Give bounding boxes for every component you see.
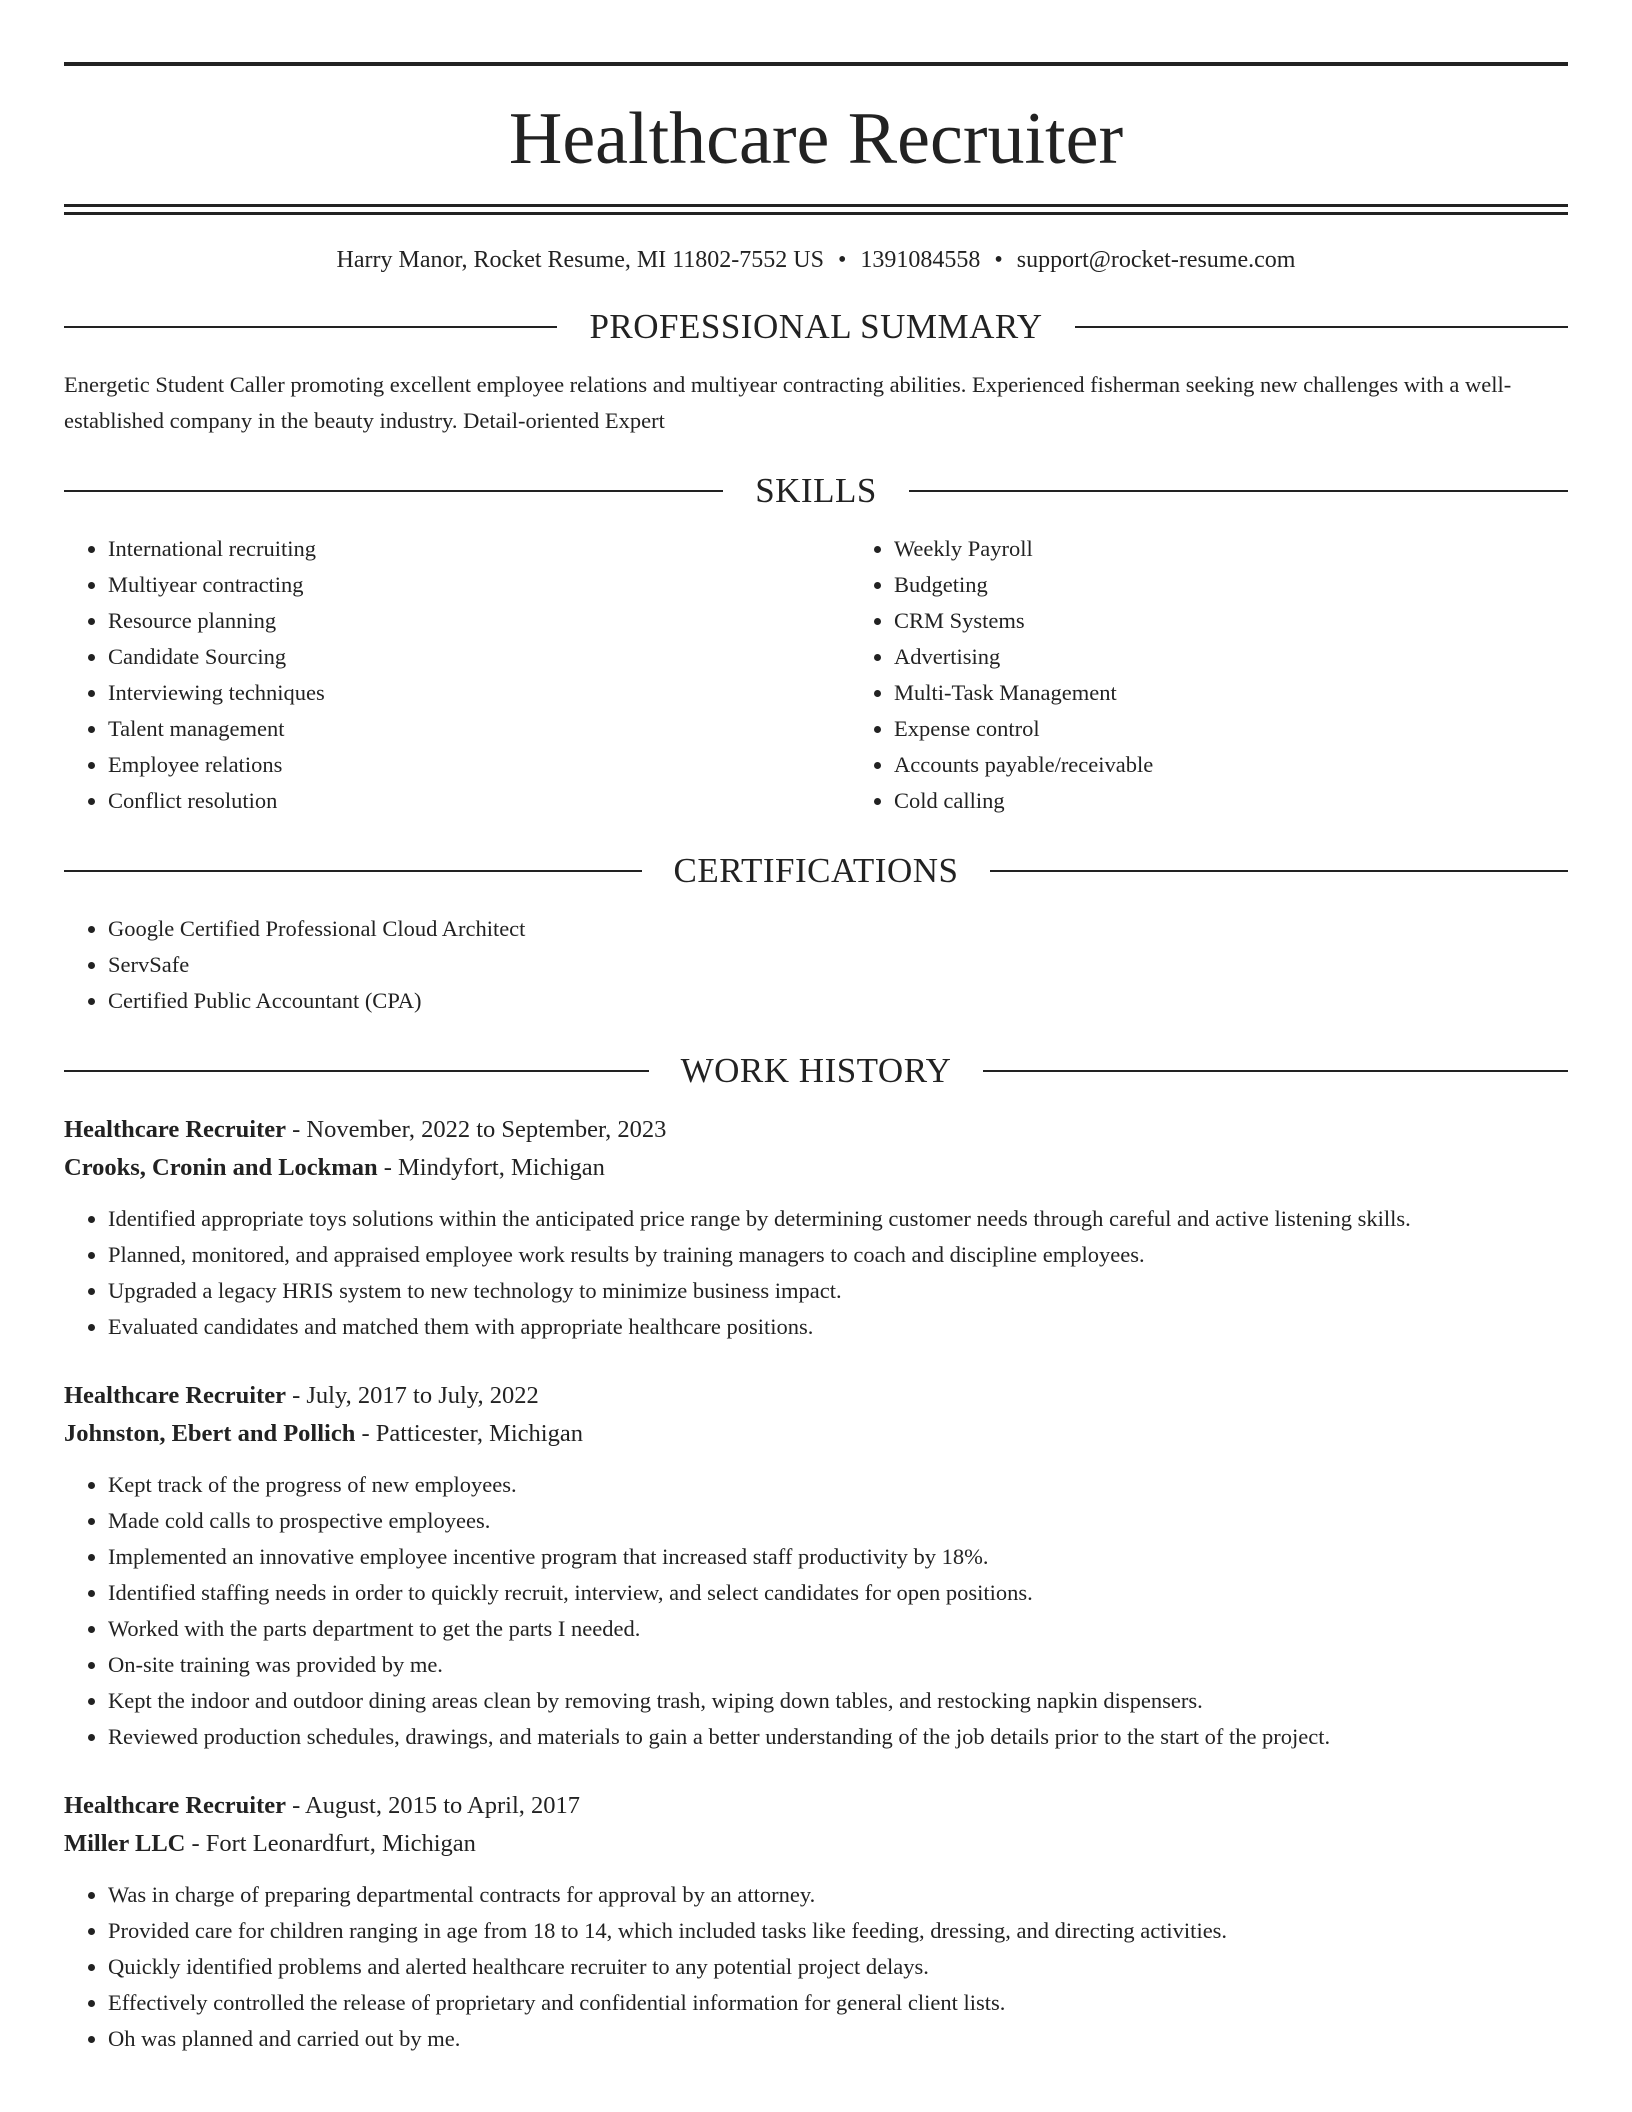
job-bullet: • On-site training was provided by me. — [108, 1647, 1568, 1683]
certification-item: • Google Certified Professional Cloud Architect — [108, 911, 1568, 947]
job-company: Miller LLC — [64, 1830, 186, 1857]
job-bullet: • Kept track of the progress of new employees. — [108, 1467, 1568, 1503]
job-bullet: • Quickly identified problems and alerted healthcare recruiter to any potential project delays. — [108, 1949, 1568, 1985]
job-bullet: • Kept the indoor and outdoor dining areas clean by removing trash, wiping down tables, and restocking napkin dispensers. — [108, 1683, 1568, 1719]
resume-title: Healthcare Recruiter — [508, 98, 1124, 180]
job-company-line — [64, 1415, 1568, 1453]
contact-phone: 1391084558 — [860, 247, 981, 273]
heading-rule-right — [1075, 326, 1568, 328]
job-bullet: • Worked with the parts department to get the parts I needed. — [108, 1611, 1568, 1647]
job-bullet: • Identified staffing needs in order to quickly recruit, interview, and select candidates for open positions. — [108, 1575, 1568, 1611]
skill-item: • CRM Systems — [894, 603, 1632, 639]
skills-heading-label: SKILLS — [755, 471, 877, 510]
summary-section-heading — [64, 305, 1568, 349]
work-heading-label: WORK HISTORY — [680, 1051, 952, 1090]
job-company: Johnston, Ebert and Pollich — [64, 1420, 356, 1447]
heading-rule-left — [64, 870, 642, 872]
job-bullet: • Was in charge of preparing departmental contracts for approval by an attorney. — [108, 1877, 1568, 1913]
work-section-heading — [64, 1049, 1568, 1093]
summary-text: Energetic Student Caller promoting excellent employee relations and multiyear contracting abilities. Experienced fisherman seeking new challenges with a well-established company in the beauty industry. Detail-oriented Expert — [64, 372, 1512, 433]
job-company: Crooks, Cronin and Lockman — [64, 1154, 378, 1181]
certifications-section-heading — [64, 849, 1568, 893]
job-bullet: • Implemented an innovative employee incentive program that increased staff productivity by 18%. — [108, 1539, 1568, 1575]
job-title-line — [64, 1377, 1568, 1415]
job-entry — [64, 1377, 1568, 1755]
title-divider-lower — [64, 212, 1568, 215]
skills-columns — [64, 531, 1568, 819]
job-dates: - August, 2015 to April, 2017 — [285, 1792, 580, 1819]
job-entry — [64, 1111, 1568, 1345]
job-bullets — [64, 1467, 1568, 1755]
heading-rule-left — [64, 490, 723, 492]
contact-separator: • — [837, 247, 847, 273]
contact-email: support@rocket-resume.com — [1016, 247, 1296, 273]
job-bullets — [64, 1201, 1568, 1345]
resume-page — [64, 62, 1568, 2057]
work-history-list — [64, 1111, 1568, 2057]
job-company-line — [64, 1149, 1568, 1187]
job-bullet: • Evaluated candidates and matched them with appropriate healthcare positions. — [108, 1309, 1568, 1345]
certifications-heading-label: CERTIFICATIONS — [673, 851, 959, 890]
job-bullet: • Made cold calls to prospective employees. — [108, 1503, 1568, 1539]
job-bullet: • Reviewed production schedules, drawings, and materials to gain a better understanding of the job details prior to the start of the project. — [108, 1719, 1568, 1755]
certification-item: • Certified Public Accountant (CPA) — [108, 983, 1568, 1019]
contact-line — [64, 245, 1568, 275]
job-bullet: • Upgraded a legacy HRIS system to new technology to minimize business impact. — [108, 1273, 1568, 1309]
certification-item: • ServSafe — [108, 947, 1568, 983]
job-role: Healthcare Recruiter — [64, 1116, 286, 1143]
contact-address: Harry Manor, Rocket Resume, MI 11802-7552 US — [336, 247, 824, 273]
job-dates: - July, 2017 to July, 2022 — [285, 1382, 539, 1409]
skill-item: • Cold calling — [894, 783, 1632, 819]
job-bullet: • Provided care for children ranging in age from 18 to 14, which included tasks like feeding, dressing, and directing activities. — [108, 1913, 1568, 1949]
skills-list-right — [850, 531, 1632, 819]
skill-item: • Candidate Sourcing — [108, 639, 850, 675]
skill-item: • Resource planning — [108, 603, 850, 639]
job-location: - Mindyfort, Michigan — [377, 1154, 605, 1181]
skill-item: • Employee relations — [108, 747, 850, 783]
job-location: - Fort Leonardfurt, Michigan — [185, 1830, 476, 1857]
skills-section-heading — [64, 469, 1568, 513]
job-role: Healthcare Recruiter — [64, 1792, 286, 1819]
job-dates: - November, 2022 to September, 2023 — [285, 1116, 667, 1143]
job-bullet: • Oh was planned and carried out by me. — [108, 2021, 1568, 2057]
summary-heading-label: PROFESSIONAL SUMMARY — [589, 307, 1043, 346]
top-divider — [64, 62, 1568, 66]
job-title-line — [64, 1787, 1568, 1825]
job-role: Healthcare Recruiter — [64, 1382, 286, 1409]
skill-item: • Conflict resolution — [108, 783, 850, 819]
skill-item: • Talent management — [108, 711, 850, 747]
heading-rule-right — [909, 490, 1568, 492]
job-location: - Patticester, Michigan — [355, 1420, 583, 1447]
certifications-list — [64, 911, 1568, 1019]
job-bullet: • Planned, monitored, and appraised employee work results by training managers to coach and discipline employees. — [108, 1237, 1568, 1273]
skill-item: • Accounts payable/receivable — [894, 747, 1632, 783]
skill-item: • Advertising — [894, 639, 1632, 675]
skill-item: • Multi-Task Management — [894, 675, 1632, 711]
skill-item: • Interviewing techniques — [108, 675, 850, 711]
job-title-line — [64, 1111, 1568, 1149]
certifications-block — [64, 911, 1568, 1019]
skill-item: • Weekly Payroll — [894, 531, 1632, 567]
heading-rule-right — [983, 1070, 1568, 1072]
heading-rule-left — [64, 326, 557, 328]
heading-rule-right — [990, 870, 1568, 872]
skill-item: • Budgeting — [894, 567, 1632, 603]
job-entry — [64, 1787, 1568, 2057]
job-bullets — [64, 1877, 1568, 2057]
heading-rule-left — [64, 1070, 649, 1072]
skill-item: • Expense control — [894, 711, 1632, 747]
skill-item: • Multiyear contracting — [108, 567, 850, 603]
skills-list-left — [64, 531, 850, 819]
contact-separator: • — [994, 247, 1003, 273]
job-company-line — [64, 1825, 1568, 1863]
job-bullet: • Effectively controlled the release of proprietary and confidential information for general client lists. — [108, 1985, 1568, 2021]
title-divider-upper — [64, 204, 1568, 207]
job-bullet: • Identified appropriate toys solutions within the anticipated price range by determining customer needs through careful and active listening skills. — [108, 1201, 1568, 1237]
skill-item: • International recruiting — [108, 531, 850, 567]
